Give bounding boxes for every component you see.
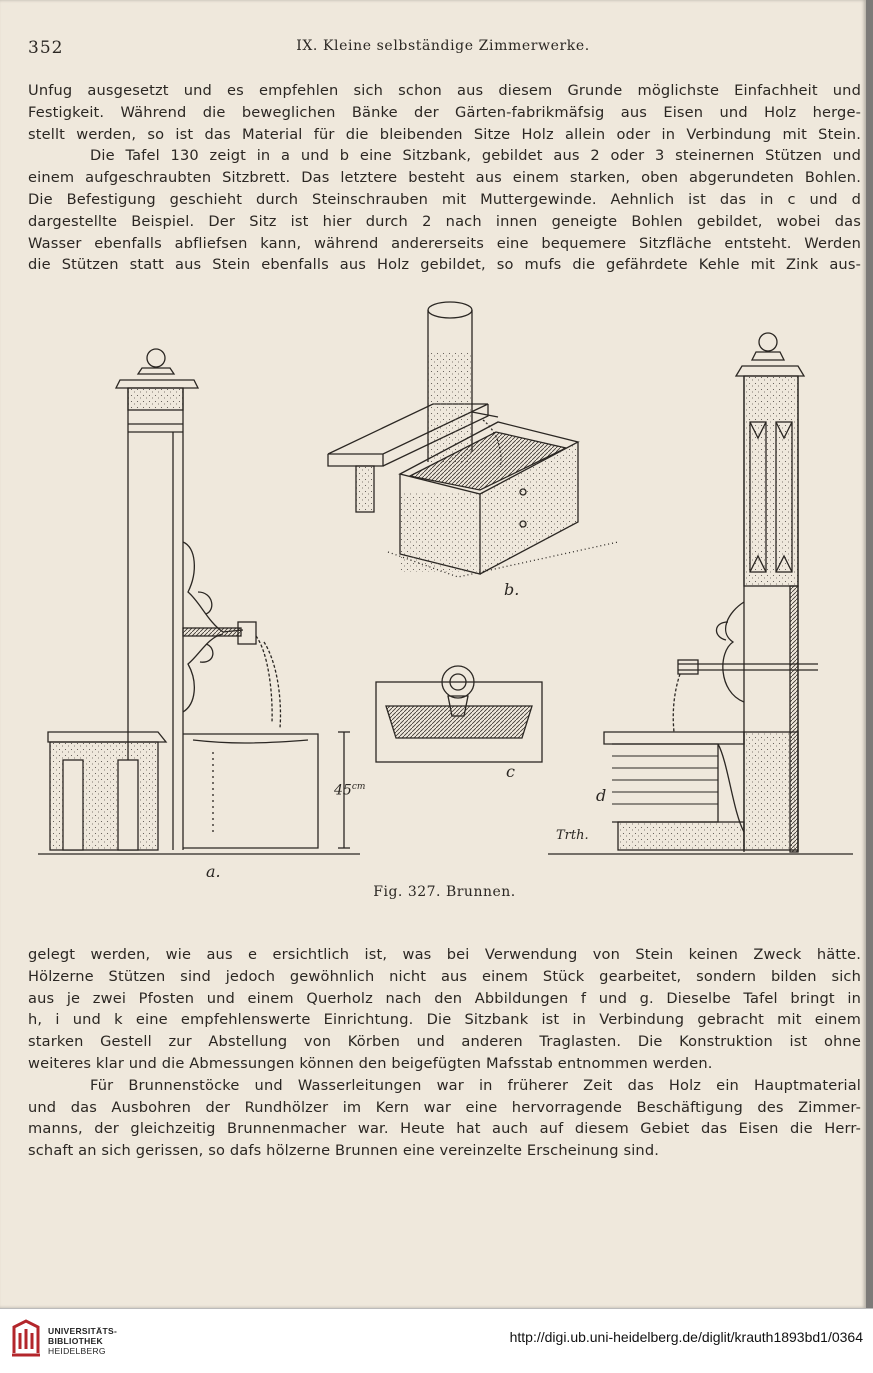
- text-block-bottom: [28, 944, 861, 1162]
- figure-caption: Fig. 327. Brunnen.: [373, 884, 516, 900]
- text-line: aus je zwei Pfosten und einem Querholz nach den Abbildungen f und g. Dieselbe Tafel bringt in: [28, 989, 861, 1007]
- library-name-line1: UNIVERSITÄTS-: [48, 1326, 118, 1336]
- fountain-illustration: [28, 292, 861, 882]
- text-line: manns, der gleichzeitig Brunnenmacher war. Heute hat auch auf diesem Gebiet das Eisen die Herr-: [28, 1120, 861, 1138]
- text-line: Die Befestigung geschieht durch Steinschrauben mit Muttergewinde. Aehnlich ist das in c und d: [28, 190, 861, 208]
- page-number: 352: [28, 38, 64, 58]
- label-c: c: [506, 762, 515, 781]
- text-line: einem aufgeschraubten Sitzbrett. Das letztere besteht aus einem starken, oben abgerundeten Bohlen.: [28, 169, 861, 187]
- text-block-top: [28, 80, 861, 276]
- university-library-logo-icon: [10, 1319, 42, 1359]
- text-line: Für Brunnenstöcke und Wasserleitungen war in früherer Zeit das Holz ein Hauptmaterial: [90, 1076, 861, 1094]
- fountain-b-drawing: [328, 302, 618, 577]
- label-a: a.: [206, 862, 221, 881]
- text-line: dargestellte Beispiel. Der Sitz ist hier durch 2 nach innen geneigte Bohlen gebildet, wobei das: [28, 212, 861, 230]
- page-header: [28, 38, 858, 60]
- library-name-line2: BIBLIOTHEK: [48, 1336, 103, 1346]
- text-line: und das Ausbohren der Rundhölzer im Kern war eine hervorragende Beschäftigung des Zimmer-: [28, 1098, 861, 1116]
- library-name: [48, 1326, 117, 1356]
- text-line: h, i und k eine empfehlenswerte Einrichtung. Die Sitzbank ist in Verbindung gebracht mit einem: [28, 1011, 861, 1029]
- text-line: gelegt werden, wie aus e ersichtlich ist, was bei Verwendung von Stein keinen Zweck hätte.: [28, 946, 861, 963]
- text-line: Die Tafel 130 zeigt in a und b eine Sitzbank, gebildet aus 2 oder 3 steinernen Stützen und: [90, 147, 861, 165]
- viewer-footer: [0, 1308, 873, 1373]
- fountain-d-drawing: [548, 333, 853, 854]
- label-b: b.: [504, 580, 520, 599]
- permalink-url[interactable]: http://digi.ub.uni-heidelberg.de/diglit/krauth1893bd1/0364: [509, 1329, 863, 1345]
- text-line: Unfug ausgesetzt und es empfehlen sich schon aus diesem Grunde möglichste Einfachheit und: [28, 82, 861, 99]
- text-line: starken Gestell zur Abstellung von Körben und anderen Traglasten. Die Konstruktion ist ohne: [28, 1033, 861, 1051]
- fountain-c-drawing: [376, 666, 542, 762]
- text-line: Festigkeit. Während die beweglichen Bänke der Gärten-fabrikmäfsig aus Eisen und Holz herge-: [28, 103, 861, 121]
- text-line: weiteres klar und die Abmessungen können den beigefügten Mafsstab entnommen werden.: [28, 1054, 713, 1072]
- text-line: Wasser ebenfalls abfliefsen kann, während andererseits eine bequemere Sitzfläche entsteht. Werden: [28, 234, 861, 252]
- library-name-line3: HEIDELBERG: [48, 1346, 106, 1356]
- label-d: d: [596, 786, 607, 805]
- figure-327: [28, 292, 861, 912]
- fountain-a-drawing: [38, 349, 360, 854]
- dimension-value: 45: [334, 782, 352, 799]
- dimension-unit: cm: [351, 782, 366, 792]
- text-line: Hölzerne Stützen sind jedoch gewöhnlich nicht aus einem Stück gearbeitet, sondern bilden sich: [28, 967, 861, 985]
- text-line: schaft an sich gerissen, so dafs hölzerne Brunnen eine vereinzelte Erscheinung sind.: [28, 1142, 660, 1160]
- text-line: die Stützen statt aus Stein ebenfalls aus Holz gebildet, so mufs die gefährdete Kehle mit Zink aus-: [28, 256, 861, 274]
- artist-signature: Trth.: [556, 828, 589, 843]
- dimension-label: [334, 782, 365, 799]
- running-title: IX. Kleine selbständige Zimmerwerke.: [296, 38, 590, 54]
- text-line: stellt werden, so ist das Material für die bleibenden Sitze Holz allein oder in Verbindung mit Stein.: [28, 125, 861, 143]
